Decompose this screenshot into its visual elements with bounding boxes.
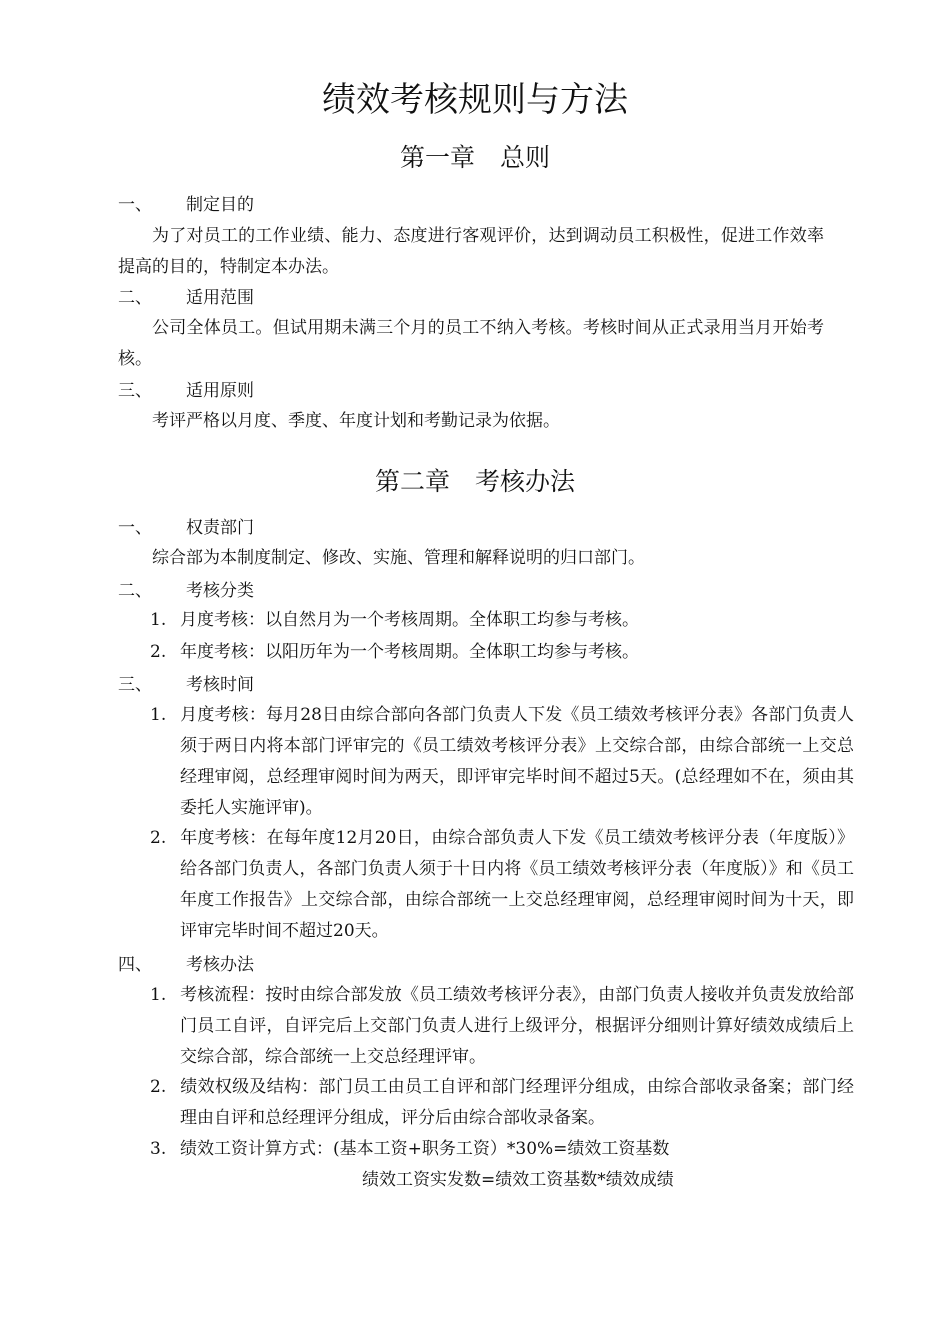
section-title: 权责部门 — [186, 518, 254, 538]
formula-line: 绩效工资实发数=绩效工资基数*绩效成绩 — [362, 1170, 674, 1190]
document-title: 绩效考核规则与方法 — [322, 80, 628, 120]
section-number: 二、 — [118, 288, 152, 308]
list-item-number: 2. — [150, 1077, 167, 1097]
list-item-number: 2. — [150, 642, 167, 662]
section-title: 适用范围 — [186, 288, 254, 308]
section-body: 公司全体员工。但试用期未满三个月的员工不纳入考核。考核时间从正式录用当月开始考核。 — [118, 318, 824, 369]
list-item-text: 绩效权级及结构：部门员工由员工自评和部门经理评分组成，由综合部收录备案；部门经理由自评和总经理评分组成，评分后由综合部收录备案。 — [180, 1077, 854, 1128]
list-item — [150, 980, 854, 1073]
list-item-number: 1. — [150, 705, 167, 725]
list-item-text: 年度考核：以阳历年为一个考核周期。全体职工均参与考核。 — [180, 642, 639, 662]
list-item-number: 2. — [150, 828, 167, 848]
section-title: 适用原则 — [186, 381, 254, 401]
section-number: 四、 — [118, 955, 152, 975]
section-title: 考核办法 — [186, 955, 254, 975]
list-item — [150, 1072, 854, 1134]
list-item-text: 考核流程：按时由综合部发放《员工绩效考核评分表》，由部门负责人接收并负责发放给部门员工自评，自评完后上交部门负责人进行上级评分，根据评分细则计算好绩效成绩后上交综合部，综合部统一上交总经理评审。 — [180, 985, 854, 1067]
list-item-number: 1. — [150, 610, 167, 630]
list-item — [150, 700, 854, 824]
section-number: 一、 — [118, 195, 152, 215]
section-number: 一、 — [118, 518, 152, 538]
section-body: 考评严格以月度、季度、年度计划和考勤记录为依据。 — [152, 411, 560, 431]
chapter2-heading: 第二章 考核办法 — [374, 467, 575, 496]
section-heading — [118, 286, 254, 310]
section-body: 综合部为本制度制定、修改、实施、管理和解释说明的归口部门。 — [152, 548, 645, 568]
section-number: 二、 — [118, 581, 152, 601]
list-item-number: 3. — [150, 1139, 167, 1159]
chapter1-heading: 第一章 总则 — [399, 143, 550, 172]
section-number: 三、 — [118, 381, 152, 401]
section-title: 考核分类 — [186, 581, 254, 601]
section-body: 为了对员工的工作业绩、能力、态度进行客观评价，达到调动员工积极性，促进工作效率提高的目的，特制定本办法。 — [118, 226, 824, 277]
list-item-text: 年度考核：在每年度12月20日，由综合部负责人下发《员工绩效考核评分表（年度版）》给各部门负责人，各部门负责人须于十日内将《员工绩效考核评分表（年度版）》和《员工年度工作报告》上交综合部，由综合部统一上交总经理审阅，总经理审阅时间为十天，即评审完毕时间不超过20天。 — [180, 828, 854, 941]
list-item-text: 绩效工资计算方式：(基本工资+职务工资）*30%=绩效工资基数 — [180, 1139, 670, 1159]
section-heading — [118, 953, 254, 977]
section-title: 考核时间 — [186, 675, 254, 695]
section-heading — [118, 673, 254, 697]
list-item-text: 月度考核：每月28日由综合部向各部门负责人下发《员工绩效考核评分表》各部门负责人须于两日内将本部门评审完的《员工绩效考核评分表》上交综合部，由综合部统一上交总经理审阅，总经理审阅时间为两天，即评审完毕时间不超过5天。(总经理如不在，须由其委托人实施评审)。 — [180, 705, 854, 818]
section-heading — [118, 193, 254, 217]
list-item — [150, 1134, 854, 1165]
section-number: 三、 — [118, 675, 152, 695]
list-item — [150, 823, 854, 947]
section-heading — [118, 379, 254, 403]
list-item — [150, 637, 854, 668]
list-item-number: 1. — [150, 985, 167, 1005]
section-heading — [118, 579, 254, 603]
section-heading — [118, 516, 254, 540]
section-title: 制定目的 — [186, 195, 254, 215]
list-item-text: 月度考核：以自然月为一个考核周期。全体职工均参与考核。 — [180, 610, 639, 630]
list-item — [150, 605, 854, 636]
